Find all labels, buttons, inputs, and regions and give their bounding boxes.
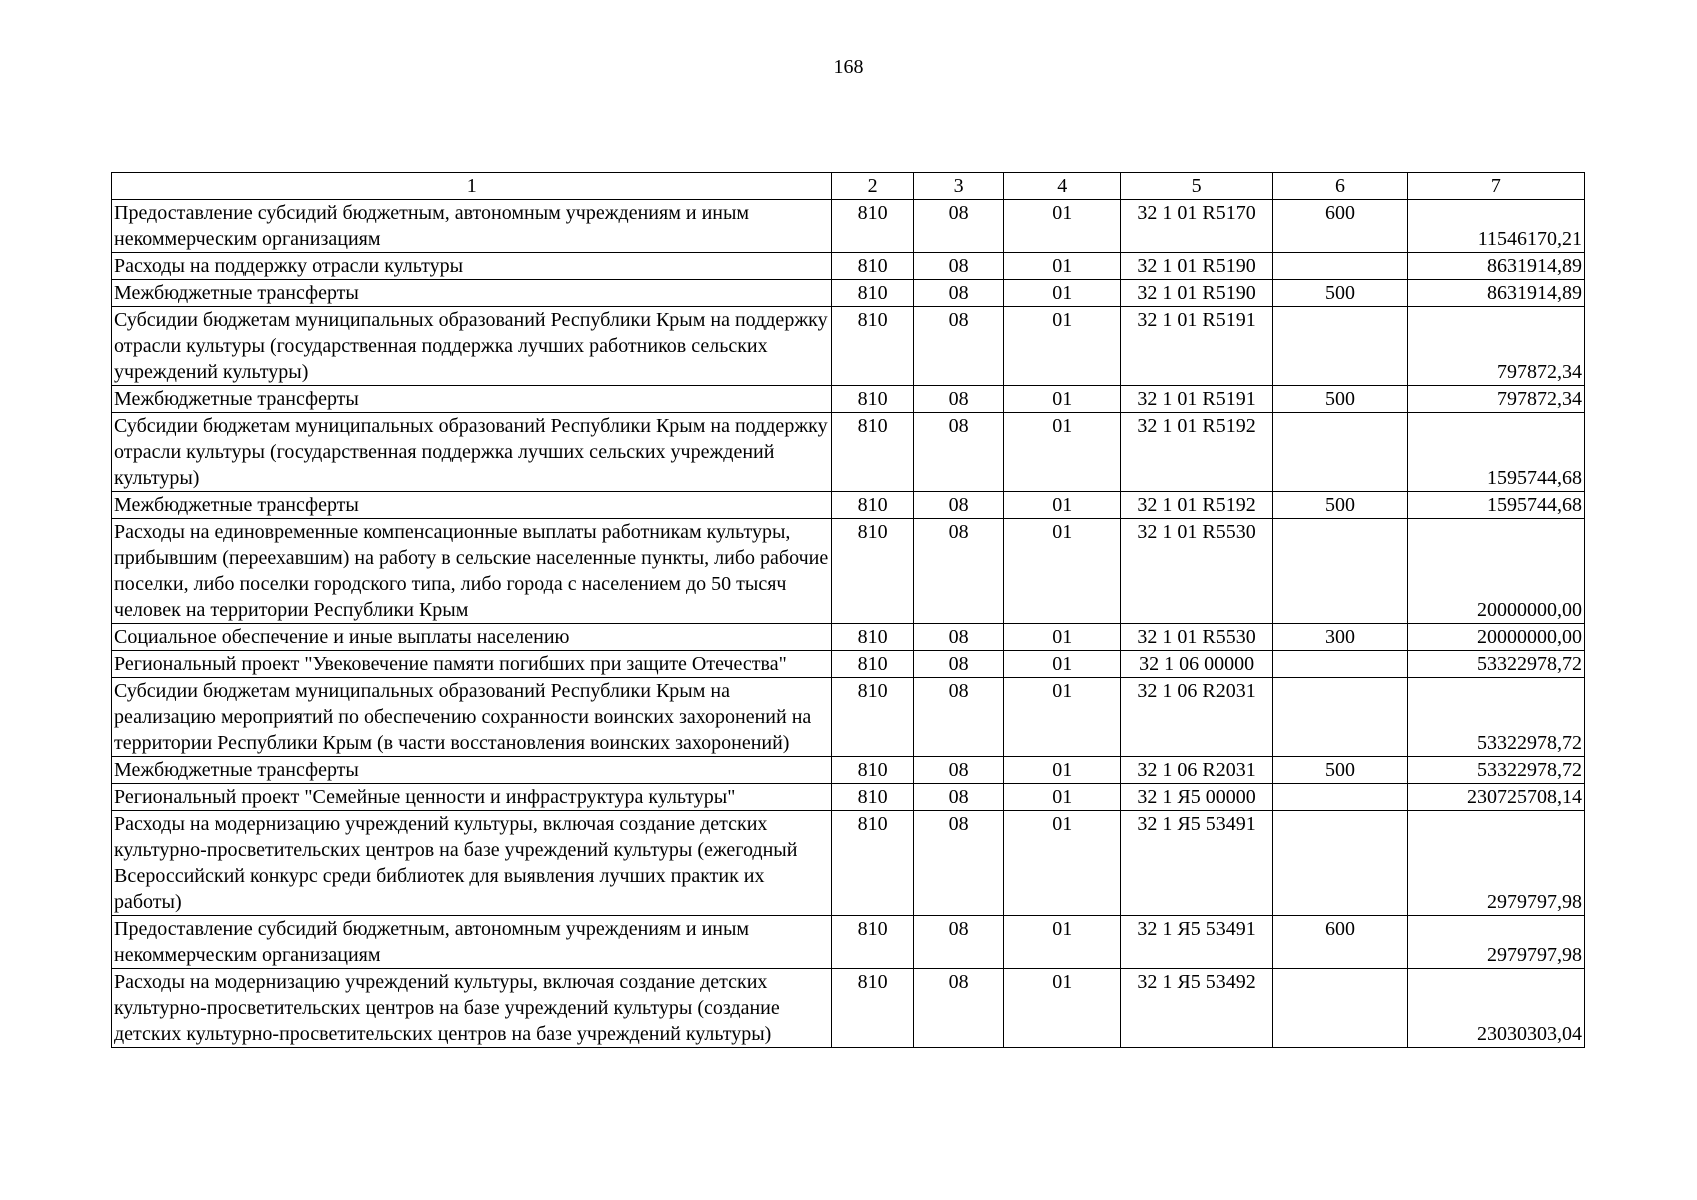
page-number: 168	[833, 56, 864, 78]
expense-type-cell: 500	[1273, 386, 1408, 413]
target-article-cell: 32 1 Я5 53491	[1121, 811, 1273, 916]
target-article-cell: 32 1 01 R5530	[1121, 624, 1273, 651]
expense-name-cell: Субсидии бюджетам муниципальных образований Республики Крым на реализацию мероприятий по обеспечению сохранности воинских захоронений на территории Республики Крым (в части восстановления воинских захоронений)	[112, 678, 832, 757]
column-number-row	[112, 173, 1585, 200]
expense-type-cell	[1273, 811, 1408, 916]
target-article-cell: 32 1 01 R5192	[1121, 413, 1273, 492]
ministry-code-cell: 810	[832, 969, 913, 1048]
expense-type-cell	[1273, 413, 1408, 492]
expense-type-cell	[1273, 678, 1408, 757]
ministry-code-cell: 810	[832, 784, 913, 811]
subsection-code-cell: 01	[1004, 757, 1121, 784]
target-article-cell: 32 1 01 R5170	[1121, 200, 1273, 253]
column-number: 4	[1004, 173, 1121, 200]
column-number: 6	[1273, 173, 1408, 200]
table-row	[112, 307, 1585, 386]
amount-cell: 8631914,89	[1407, 280, 1584, 307]
target-article-cell: 32 1 06 R2031	[1121, 757, 1273, 784]
section-code-cell: 08	[913, 757, 1004, 784]
ministry-code-cell: 810	[832, 519, 913, 624]
section-code-cell: 08	[913, 916, 1004, 969]
subsection-code-cell: 01	[1004, 253, 1121, 280]
subsection-code-cell: 01	[1004, 678, 1121, 757]
target-article-cell: 32 1 Я5 00000	[1121, 784, 1273, 811]
target-article-cell: 32 1 01 R5192	[1121, 492, 1273, 519]
ministry-code-cell: 810	[832, 200, 913, 253]
subsection-code-cell: 01	[1004, 916, 1121, 969]
amount-cell: 230725708,14	[1407, 784, 1584, 811]
section-code-cell: 08	[913, 253, 1004, 280]
expense-type-cell: 500	[1273, 280, 1408, 307]
expense-type-cell	[1273, 651, 1408, 678]
column-number: 2	[832, 173, 913, 200]
expense-type-cell	[1273, 253, 1408, 280]
amount-cell: 797872,34	[1407, 386, 1584, 413]
section-code-cell: 08	[913, 651, 1004, 678]
amount-cell: 20000000,00	[1407, 624, 1584, 651]
table-row	[112, 519, 1585, 624]
expense-name-cell: Межбюджетные трансферты	[112, 757, 832, 784]
amount-cell: 1595744,68	[1407, 413, 1584, 492]
ministry-code-cell: 810	[832, 413, 913, 492]
ministry-code-cell: 810	[832, 678, 913, 757]
expense-name-cell: Расходы на поддержку отрасли культуры	[112, 253, 832, 280]
expense-name-cell: Субсидии бюджетам муниципальных образований Республики Крым на поддержку отрасли культуры (государственная поддержка лучших работников сельских учреждений культуры)	[112, 307, 832, 386]
amount-cell: 2979797,98	[1407, 916, 1584, 969]
expense-type-cell: 600	[1273, 916, 1408, 969]
target-article-cell: 32 1 06 R2031	[1121, 678, 1273, 757]
subsection-code-cell: 01	[1004, 811, 1121, 916]
subsection-code-cell: 01	[1004, 386, 1121, 413]
amount-cell: 11546170,21	[1407, 200, 1584, 253]
ministry-code-cell: 810	[832, 386, 913, 413]
ministry-code-cell: 810	[832, 916, 913, 969]
subsection-code-cell: 01	[1004, 413, 1121, 492]
table-row	[112, 784, 1585, 811]
expense-name-cell: Межбюджетные трансферты	[112, 386, 832, 413]
section-code-cell: 08	[913, 811, 1004, 916]
subsection-code-cell: 01	[1004, 969, 1121, 1048]
target-article-cell: 32 1 06 00000	[1121, 651, 1273, 678]
ministry-code-cell: 810	[832, 280, 913, 307]
target-article-cell: 32 1 Я5 53492	[1121, 969, 1273, 1048]
table-row	[112, 492, 1585, 519]
section-code-cell: 08	[913, 386, 1004, 413]
expense-type-cell	[1273, 969, 1408, 1048]
expense-name-cell: Расходы на модернизацию учреждений культуры, включая создание детских культурно-просветительских центров на базе учреждений культуры (создание детских культурно-просветительских центров на базе учреждений культуры)	[112, 969, 832, 1048]
amount-cell: 53322978,72	[1407, 757, 1584, 784]
ministry-code-cell: 810	[832, 811, 913, 916]
expense-type-cell: 500	[1273, 492, 1408, 519]
ministry-code-cell: 810	[832, 651, 913, 678]
amount-cell: 20000000,00	[1407, 519, 1584, 624]
expense-name-cell: Социальное обеспечение и иные выплаты населению	[112, 624, 832, 651]
subsection-code-cell: 01	[1004, 307, 1121, 386]
target-article-cell: 32 1 01 R5530	[1121, 519, 1273, 624]
expense-name-cell: Межбюджетные трансферты	[112, 280, 832, 307]
expense-name-cell: Расходы на единовременные компенсационные выплаты работникам культуры, прибывшим (переехавшим) на работу в сельские населенные пункты, либо рабочие поселки, либо поселки городского типа, либо города с населением до 50 тысяч человек на территории Республики Крым	[112, 519, 832, 624]
table-row	[112, 413, 1585, 492]
subsection-code-cell: 01	[1004, 651, 1121, 678]
table-row	[112, 253, 1585, 280]
amount-cell: 797872,34	[1407, 307, 1584, 386]
table-row	[112, 386, 1585, 413]
target-article-cell: 32 1 01 R5190	[1121, 253, 1273, 280]
column-number: 7	[1407, 173, 1584, 200]
column-number: 3	[913, 173, 1004, 200]
column-number: 1	[112, 173, 832, 200]
expense-type-cell: 300	[1273, 624, 1408, 651]
amount-cell: 23030303,04	[1407, 969, 1584, 1048]
amount-cell: 8631914,89	[1407, 253, 1584, 280]
table-row	[112, 811, 1585, 916]
subsection-code-cell: 01	[1004, 200, 1121, 253]
table-row	[112, 651, 1585, 678]
subsection-code-cell: 01	[1004, 784, 1121, 811]
column-number: 5	[1121, 173, 1273, 200]
ministry-code-cell: 810	[832, 492, 913, 519]
ministry-code-cell: 810	[832, 307, 913, 386]
expense-name-cell: Региональный проект "Семейные ценности и инфраструктура культуры"	[112, 784, 832, 811]
amount-cell: 1595744,68	[1407, 492, 1584, 519]
section-code-cell: 08	[913, 969, 1004, 1048]
expense-name-cell: Предоставление субсидий бюджетным, автономным учреждениям и иным некоммерческим организациям	[112, 200, 832, 253]
expense-type-cell	[1273, 307, 1408, 386]
amount-cell: 53322978,72	[1407, 678, 1584, 757]
expense-name-cell: Предоставление субсидий бюджетным, автономным учреждениям и иным некоммерческим организациям	[112, 916, 832, 969]
section-code-cell: 08	[913, 200, 1004, 253]
section-code-cell: 08	[913, 624, 1004, 651]
section-code-cell: 08	[913, 307, 1004, 386]
subsection-code-cell: 01	[1004, 519, 1121, 624]
subsection-code-cell: 01	[1004, 492, 1121, 519]
subsection-code-cell: 01	[1004, 624, 1121, 651]
section-code-cell: 08	[913, 784, 1004, 811]
ministry-code-cell: 810	[832, 253, 913, 280]
expense-name-cell: Субсидии бюджетам муниципальных образований Республики Крым на поддержку отрасли культуры (государственная поддержка лучших сельских учреждений культуры)	[112, 413, 832, 492]
section-code-cell: 08	[913, 492, 1004, 519]
amount-cell: 2979797,98	[1407, 811, 1584, 916]
target-article-cell: 32 1 Я5 53491	[1121, 916, 1273, 969]
target-article-cell: 32 1 01 R5191	[1121, 386, 1273, 413]
table-row	[112, 969, 1585, 1048]
section-code-cell: 08	[913, 519, 1004, 624]
expense-name-cell: Региональный проект "Увековечение памяти погибших при защите Отечества"	[112, 651, 832, 678]
table-row	[112, 200, 1585, 253]
expense-type-cell	[1273, 519, 1408, 624]
table-row	[112, 280, 1585, 307]
section-code-cell: 08	[913, 413, 1004, 492]
budget-table	[111, 172, 1585, 1048]
amount-cell: 53322978,72	[1407, 651, 1584, 678]
section-code-cell: 08	[913, 280, 1004, 307]
target-article-cell: 32 1 01 R5191	[1121, 307, 1273, 386]
expense-name-cell: Межбюджетные трансферты	[112, 492, 832, 519]
expense-type-cell: 600	[1273, 200, 1408, 253]
table-row	[112, 624, 1585, 651]
table-row	[112, 916, 1585, 969]
target-article-cell: 32 1 01 R5190	[1121, 280, 1273, 307]
table-row	[112, 757, 1585, 784]
expense-name-cell: Расходы на модернизацию учреждений культуры, включая создание детских культурно-просветительских центров на базе учреждений культуры (ежегодный Всероссийский конкурс среди библиотек для выявления лучших практик их работы)	[112, 811, 832, 916]
ministry-code-cell: 810	[832, 757, 913, 784]
section-code-cell: 08	[913, 678, 1004, 757]
expense-type-cell	[1273, 784, 1408, 811]
subsection-code-cell: 01	[1004, 280, 1121, 307]
expense-type-cell: 500	[1273, 757, 1408, 784]
ministry-code-cell: 810	[832, 624, 913, 651]
table-row	[112, 678, 1585, 757]
